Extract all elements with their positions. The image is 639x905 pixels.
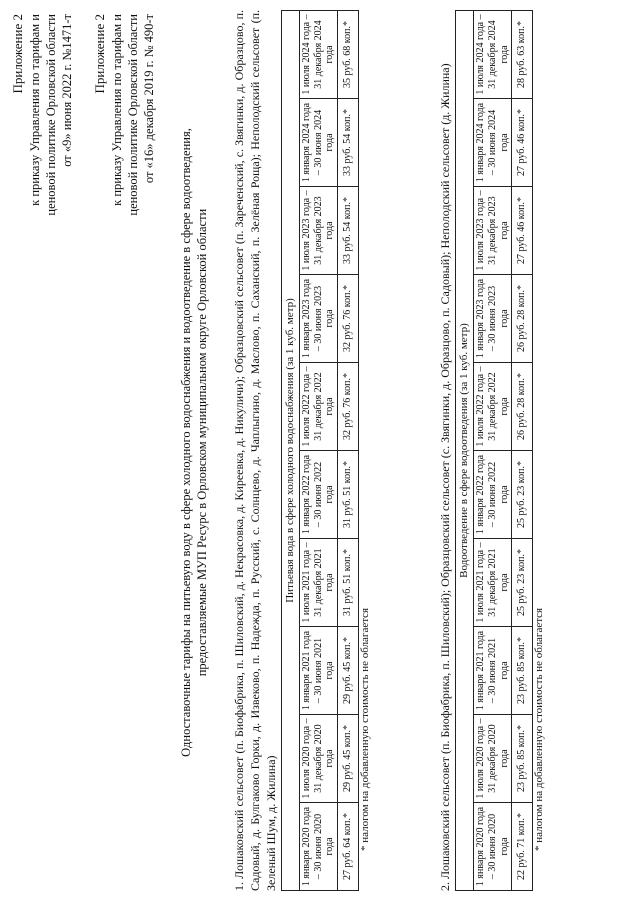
period-header: 1 января 2022 года – 30 июня 2022 года (299, 451, 337, 539)
tariff-value: 28 руб. 63 коп.* (512, 11, 533, 99)
period-header: 1 июля 2021 года – 31 декабря 2021 года (299, 539, 337, 627)
tariff-value: 29 руб. 45 коп.* (338, 627, 359, 715)
tariff-value: 27 руб. 46 коп.* (512, 187, 533, 275)
table-caption: Питьевая вода в сфере холодного водоснабжения (за 1 куб. метр) (281, 11, 299, 891)
appendix-title: Приложение 2 (10, 14, 25, 94)
period-header: 1 января 2024 года – 30 июня 2024 года (473, 99, 511, 187)
period-header: 1 июля 2020 года – 31 декабря 2020 года (473, 715, 511, 803)
tariff-value: 33 руб. 54 коп.* (338, 187, 359, 275)
tariff-value: 31 руб. 51 коп.* (338, 539, 359, 627)
period-header: 1 июля 2020 года – 31 декабря 2020 года (299, 715, 337, 803)
appendix-line: к приказу Управления по тарифам и (27, 14, 42, 206)
appendix-block-new (10, 14, 76, 216)
period-header-row (473, 11, 511, 891)
tariff-value: 31 руб. 51 коп.* (338, 451, 359, 539)
period-header: 1 января 2023 года – 30 июня 2023 года (473, 275, 511, 363)
period-header: 1 июля 2024 года – 31 декабря 2024 года (473, 11, 511, 99)
period-header: 1 июля 2022 года – 31 декабря 2022 года (473, 363, 511, 451)
period-header: 1 января 2021 года – 30 июня 2021 года (473, 627, 511, 715)
wastewater-tariff-table (455, 10, 533, 891)
tariff-value: 29 руб. 45 коп.* (338, 715, 359, 803)
tariff-value: 23 руб. 85 коп.* (512, 627, 533, 715)
tariff-value-row (338, 11, 359, 891)
document-title-line: Одноставочные тарифы на питьевую воду в сфере холодного водоснабжения и водоотведение в сфере водоотведения, (179, 128, 193, 757)
appendix-title: Приложение 2 (92, 14, 107, 94)
appendix-line: к приказу Управления по тарифам и (109, 14, 124, 206)
period-header: 1 января 2024 года – 30 июня 2024 года (299, 99, 337, 187)
tariff-value: 26 руб. 28 коп.* (512, 275, 533, 363)
tariff-value: 27 руб. 64 коп.* (338, 803, 359, 891)
period-header: 1 января 2020 года – 30 июня 2020 года (299, 803, 337, 891)
tariff-value: 33 руб. 54 коп.* (338, 99, 359, 187)
section-heading: 1. Лошаковский сельсовет (п. Биофабрика, п. Шиловский, д. Некрасовка, д. Киреевка, д. Никуличи); Образцовский сельсовет (п. Зареченский, с. Звягинки, д. Образцово, п. Садовый, д. Булгаково Горки, д. Извеково, п. Надежда, п. Русский, с. Солнцево, д. Чаплыгино, д. Маслово, п. Саханский, п. Зелёная Роща); Неполодский сельсовет (п. Зеленый Шум, д. Жилина) (232, 10, 278, 891)
appendix-line: ценовой политике Орловской области (126, 14, 141, 216)
appendix-block-original (92, 14, 158, 216)
period-header: 1 июля 2024 года – 31 декабря 2024 года (299, 11, 337, 99)
appendix-line: ценовой политике Орловской области (44, 14, 59, 216)
tariff-value: 32 руб. 76 коп.* (338, 275, 359, 363)
period-header: 1 июля 2023 года – 31 декабря 2023 года (473, 187, 511, 275)
document-title (178, 20, 211, 865)
section-2 (438, 10, 546, 891)
period-header: 1 января 2022 года – 30 июня 2022 года (473, 451, 511, 539)
period-header: 1 января 2021 года – 30 июня 2021 года (299, 627, 337, 715)
document-title-line: предоставляемые МУП Ресурс в Орловском муниципальном округе Орловской области (195, 208, 210, 677)
tariff-value-row (512, 11, 533, 891)
vat-note: * налогом на добавленную стоимость не облагается (359, 607, 372, 851)
period-header: 1 июля 2021 года – 31 декабря 2021 года (473, 539, 511, 627)
period-header-row (299, 11, 337, 891)
water-tariff-table (281, 10, 359, 891)
period-header: 1 января 2020 года – 30 июня 2020 года (473, 803, 511, 891)
tariff-value: 25 руб. 23 коп.* (512, 451, 533, 539)
tariff-value: 35 руб. 68 коп.* (338, 11, 359, 99)
tariff-value: 22 руб. 71 коп.* (512, 803, 533, 891)
tariff-value: 23 руб. 85 коп.* (512, 715, 533, 803)
section-1 (232, 10, 372, 891)
tariff-value: 27 руб. 46 коп.* (512, 99, 533, 187)
tariff-value: 26 руб. 28 коп.* (512, 363, 533, 451)
period-header: 1 января 2023 года – 30 июня 2023 года (299, 275, 337, 363)
tariff-value: 25 руб. 23 коп.* (512, 539, 533, 627)
appendix-date-line: от «16» декабря 2019 г. № 490-т (142, 14, 157, 184)
period-header: 1 июля 2022 года – 31 декабря 2022 года (299, 363, 337, 451)
appendix-date-line: от «9» июня 2022 г. №1471-т (60, 14, 75, 167)
vat-note: * налогом на добавленную стоимость не облагается (533, 607, 546, 851)
period-header: 1 июля 2023 года – 31 декабря 2023 года (299, 187, 337, 275)
table-caption: Водоотведение в сфере водоотведения (за 1 куб. метр) (455, 11, 473, 891)
section-heading: 2. Лошаковский сельсовет (п. Биофабрика, п. Шиловский); Образцовский сельсовет (с. Звягинки, д. Образцово, п. Садовый); Неполодский сельсовет (д. Жилина) (438, 63, 452, 891)
tariff-value: 32 руб. 76 коп.* (338, 363, 359, 451)
